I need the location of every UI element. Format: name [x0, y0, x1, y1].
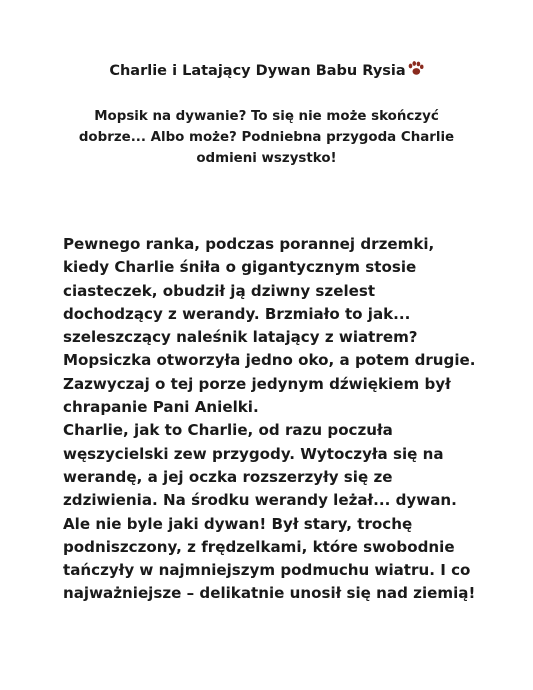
story-line: szeleszczący naleśnik latający z wiatrem?: [63, 328, 418, 347]
story-line: Pewnego ranka, podczas porannej drzemki,: [63, 235, 435, 253]
story-line: podniszczony, z frędzelkami, które swobodnie: [63, 537, 455, 556]
document-title: Charlie i Latający Dywan Babu Rysia: [109, 63, 406, 79]
document-subtitle: [60, 106, 473, 169]
subtitle-line: dobrze... Albo może? Podniebna przygoda Charlie: [78, 130, 455, 145]
story-line: Charlie, jak to Charlie, od razu poczuła: [63, 421, 393, 440]
document-title-row: [0, 61, 533, 81]
story-line: kiedy Charlie śniła o gigantycznym stosie: [63, 258, 417, 277]
story-line: węszycielski zew przygody. Wytoczyła się na: [63, 444, 444, 463]
story-line: werandę, a jej oczka rozszerzyły się ze: [63, 467, 393, 486]
story-line: najważniejsze – delikatnie unosił się nad ziemią!: [63, 584, 476, 603]
story-line: zdziwienia. Na środku werandy leżał... dywan.: [63, 491, 457, 510]
story-line: chrapanie Pani Anielki.: [63, 398, 259, 417]
story-line: Ale nie byle jaki dywan! Był stary, trochę: [63, 514, 413, 533]
subtitle-line: Mopsik na dywanie? To się nie może skończyć: [94, 109, 439, 124]
story-line: Mopsiczka otworzyła jedno oko, a potem drugie.: [63, 351, 476, 370]
paw-print-icon: [407, 61, 424, 76]
story-line: ciasteczek, obudził ją dziwny szelest: [63, 281, 376, 300]
story-line: tańczyły w najmniejszym podmuchu wiatru. I co: [63, 561, 471, 580]
subtitle-line: odmieni wszystko!: [196, 151, 337, 166]
story-body: [63, 233, 483, 606]
story-line: Zazwyczaj o tej porze jedynym dźwiękiem był: [63, 374, 451, 393]
story-line: dochodzący z werandy. Brzmiało to jak...: [63, 304, 411, 323]
